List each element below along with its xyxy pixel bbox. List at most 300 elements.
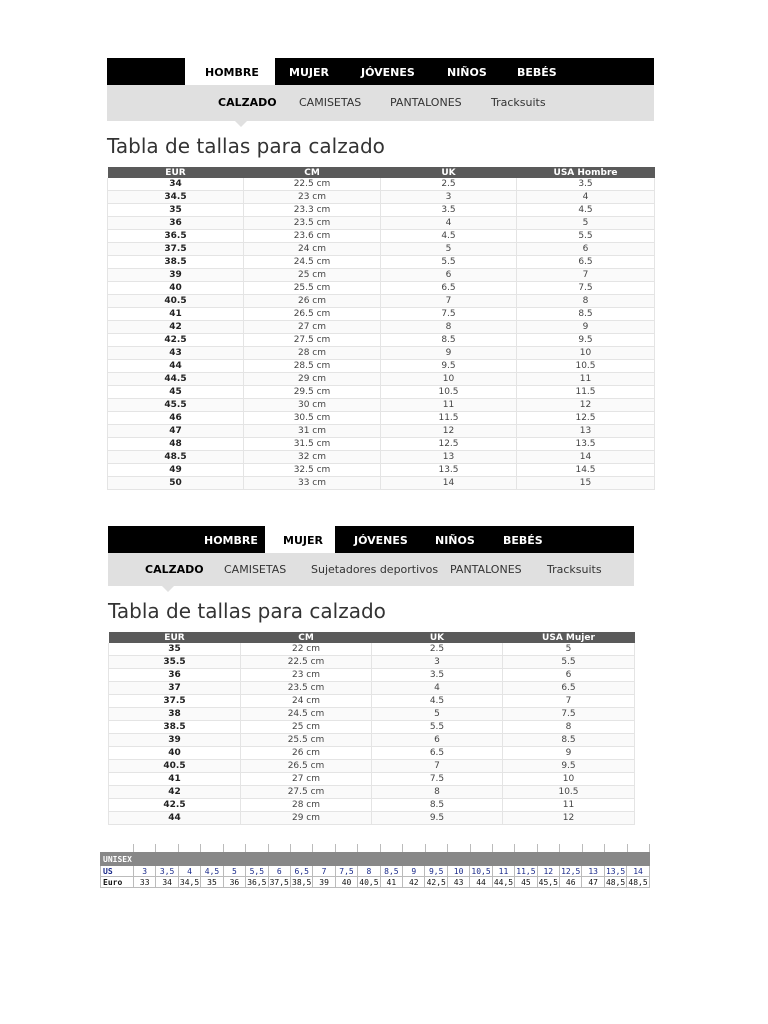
table-cell: 24.5 cm [241, 708, 372, 721]
table-cell: 8.5 [372, 799, 503, 812]
table-cell: 10.5 [381, 386, 517, 399]
table-cell: 5.5 [381, 256, 517, 269]
column-header: UK [381, 167, 517, 178]
tick-mark [470, 844, 471, 852]
subnav-pantalones[interactable]: PANTALONES [450, 563, 522, 576]
women-size-section [108, 526, 634, 825]
subnav-tracksuits[interactable]: Tracksuits [491, 96, 546, 109]
tick-mark [245, 844, 246, 852]
column-header: CM [241, 632, 372, 643]
table-cell: 6.5 [503, 682, 635, 695]
table-cell: 35 [108, 204, 244, 217]
table-cell: 40.5 [109, 760, 241, 773]
active-pointer [162, 586, 174, 592]
table-cell: 24 cm [244, 243, 381, 256]
table-row [108, 412, 655, 425]
table-cell: 5.5 [503, 656, 635, 669]
table-row [109, 695, 635, 708]
table-cell: 5 [381, 243, 517, 256]
table-cell: 46 [108, 412, 244, 425]
table-row [108, 373, 655, 386]
table-cell: 11 [503, 799, 635, 812]
table-cell: 40 [109, 747, 241, 760]
tab-ninos[interactable]: NIÑOS [435, 534, 475, 547]
column-header: CM [244, 167, 381, 178]
us-size-cell: 5,5 [246, 866, 268, 877]
table-cell: 44 [109, 812, 241, 825]
table-cell: 12 [503, 812, 635, 825]
table-cell: 12.5 [517, 412, 655, 425]
table-cell: 25 cm [241, 721, 372, 734]
table-row [108, 438, 655, 451]
table-cell: 44.5 [108, 373, 244, 386]
tab-hombre[interactable]: HOMBRE [185, 58, 275, 85]
table-cell: 27.5 cm [244, 334, 381, 347]
tab-ninos[interactable]: NIÑOS [447, 66, 487, 79]
table-cell: 26 cm [244, 295, 381, 308]
table-cell: 23.5 cm [244, 217, 381, 230]
euro-label: Euro [101, 877, 134, 888]
subnav-camisetas[interactable]: CAMISETAS [224, 563, 287, 576]
table-row [108, 347, 655, 360]
column-header: EUR [108, 167, 244, 178]
table-cell: 29 cm [244, 373, 381, 386]
table-cell: 7 [372, 760, 503, 773]
us-size-cell: 7 [313, 866, 335, 877]
us-size-cell: 11 [492, 866, 514, 877]
table-cell: 32 cm [244, 451, 381, 464]
table-cell: 2.5 [381, 178, 517, 191]
tick-mark [649, 844, 650, 852]
table-cell: 11.5 [381, 412, 517, 425]
table-cell: 23.6 cm [244, 230, 381, 243]
table-cell: 7 [381, 295, 517, 308]
table-cell: 8 [372, 786, 503, 799]
subnav-sujetadores[interactable]: Sujetadores deportivos [311, 563, 439, 576]
table-cell: 38.5 [109, 721, 241, 734]
table-cell: 13 [381, 451, 517, 464]
table-cell: 6.5 [517, 256, 655, 269]
table-cell: 30 cm [244, 399, 381, 412]
table-row [108, 256, 655, 269]
tick-mark [492, 844, 493, 852]
table-cell: 7 [517, 269, 655, 282]
table-row [108, 451, 655, 464]
table-cell: 36 [108, 217, 244, 230]
table-cell: 43 [108, 347, 244, 360]
table-cell: 36.5 [108, 230, 244, 243]
table-cell: 32.5 cm [244, 464, 381, 477]
table-cell: 45.5 [108, 399, 244, 412]
table-cell: 14 [381, 477, 517, 490]
tick-mark [380, 844, 381, 852]
us-size-cell: 7,5 [335, 866, 357, 877]
euro-size-cell: 35 [201, 877, 223, 888]
column-ticks [100, 844, 649, 852]
euro-size-cell: 46 [560, 877, 582, 888]
table-cell: 22.5 cm [241, 656, 372, 669]
table-row [108, 477, 655, 490]
table-cell: 8.5 [381, 334, 517, 347]
table-cell: 12 [381, 425, 517, 438]
table-cell: 24 cm [241, 695, 372, 708]
tab-mujer[interactable]: MUJER [289, 66, 329, 79]
us-size-cell: 13,5 [605, 866, 626, 876]
euro-size-cell: 45,5 [538, 877, 558, 887]
table-row [108, 191, 655, 204]
table-cell: 23 cm [244, 191, 381, 204]
table-row [108, 178, 655, 191]
table-row [108, 295, 655, 308]
table-cell: 40.5 [108, 295, 244, 308]
table-cell: 5 [517, 217, 655, 230]
table-cell: 6 [517, 243, 655, 256]
unisex-label: UNISEX [101, 853, 650, 866]
table-cell: 25 cm [244, 269, 381, 282]
euro-size-cell: 36 [223, 877, 245, 888]
men-top-nav [107, 58, 654, 85]
table-cell: 41 [108, 308, 244, 321]
table-cell: 12 [517, 399, 655, 412]
us-size-cell: 9,5 [425, 866, 447, 877]
us-size-cell: 14 [627, 866, 649, 877]
subnav-pantalones[interactable]: PANTALONES [390, 96, 462, 109]
tick-mark [582, 844, 583, 852]
table-cell: 10 [381, 373, 517, 386]
table-cell: 50 [108, 477, 244, 490]
table-cell: 22 cm [241, 643, 372, 656]
table-row [108, 217, 655, 230]
table-cell: 10.5 [517, 360, 655, 373]
table-cell: 6.5 [372, 747, 503, 760]
table-row [109, 760, 635, 773]
table-cell: 13.5 [381, 464, 517, 477]
tab-jovenes[interactable]: JÓVENES [354, 534, 408, 547]
us-size-cell: 6,5 [290, 866, 312, 877]
us-size-cell: 8,5 [380, 866, 402, 877]
table-row [109, 799, 635, 812]
subnav-tracksuits[interactable]: Tracksuits [547, 563, 602, 576]
tick-mark [223, 844, 224, 852]
table-cell: 9.5 [517, 334, 655, 347]
table-cell: 26.5 cm [241, 760, 372, 773]
table-row [108, 334, 655, 347]
table-row [109, 682, 635, 695]
table-cell: 8.5 [503, 734, 635, 747]
table-cell: 11 [381, 399, 517, 412]
us-label: US [101, 866, 134, 877]
euro-size-cell: 33 [134, 877, 156, 888]
euro-size-cell: 36,5 [247, 877, 267, 887]
table-cell: 12.5 [381, 438, 517, 451]
table-cell: 26 cm [241, 747, 372, 760]
euro-size-cell: 42,5 [426, 877, 446, 887]
table-cell: 6 [503, 669, 635, 682]
table-cell: 25.5 cm [244, 282, 381, 295]
tick-mark [312, 844, 313, 852]
table-cell: 7.5 [517, 282, 655, 295]
table-cell: 11.5 [517, 386, 655, 399]
table-row [108, 204, 655, 217]
table-cell: 41 [109, 773, 241, 786]
table-row [108, 425, 655, 438]
tick-mark [357, 844, 358, 852]
table-cell: 7.5 [372, 773, 503, 786]
tick-mark [178, 844, 179, 852]
table-cell: 38 [109, 708, 241, 721]
table-cell: 36 [109, 669, 241, 682]
men-size-section [107, 58, 654, 490]
table-cell: 4.5 [372, 695, 503, 708]
table-cell: 29 cm [241, 812, 372, 825]
table-cell: 38.5 [108, 256, 244, 269]
table-row [108, 282, 655, 295]
table-cell: 9.5 [381, 360, 517, 373]
table-row [109, 708, 635, 721]
euro-size-cell: 40,5 [359, 877, 379, 887]
tick-mark [268, 844, 269, 852]
table-row [108, 243, 655, 256]
table-cell: 10.5 [503, 786, 635, 799]
table-cell: 9.5 [372, 812, 503, 825]
tick-mark [425, 844, 426, 852]
tab-jovenes[interactable]: JÓVENES [361, 66, 415, 79]
euro-size-cell: 34 [156, 877, 178, 888]
table-cell: 30.5 cm [244, 412, 381, 425]
table-cell: 9.5 [503, 760, 635, 773]
table-cell: 47 [108, 425, 244, 438]
table-row [109, 721, 635, 734]
euro-size-cell: 40 [335, 877, 357, 888]
unisex-size-table [100, 852, 650, 888]
tab-mujer[interactable]: MUJER [265, 526, 335, 553]
table-cell: 23.5 cm [241, 682, 372, 695]
us-size-cell: 3 [134, 866, 156, 877]
men-size-table [107, 167, 655, 490]
table-row [109, 773, 635, 786]
table-cell: 39 [108, 269, 244, 282]
table-cell: 7.5 [381, 308, 517, 321]
table-cell: 42 [109, 786, 241, 799]
euro-size-cell: 48,5 [605, 877, 626, 887]
table-cell: 2.5 [372, 643, 503, 656]
us-size-cell: 12,5 [561, 866, 581, 876]
table-cell: 6.5 [381, 282, 517, 295]
table-cell: 7.5 [503, 708, 635, 721]
table-cell: 23 cm [241, 669, 372, 682]
table-cell: 34.5 [108, 191, 244, 204]
table-cell: 23.3 cm [244, 204, 381, 217]
us-size-cell: 6 [268, 866, 290, 877]
table-cell: 48.5 [108, 451, 244, 464]
page-title: Tabla de tallas para calzado [108, 599, 386, 623]
table-cell: 8 [381, 321, 517, 334]
euro-size-cell: 42 [403, 877, 425, 888]
euro-size-cell: 45 [515, 877, 537, 888]
table-cell: 14 [517, 451, 655, 464]
table-cell: 44 [108, 360, 244, 373]
table-cell: 15 [517, 477, 655, 490]
table-cell: 10 [503, 773, 635, 786]
euro-size-cell: 44,5 [493, 877, 514, 887]
table-cell: 9 [381, 347, 517, 360]
table-cell: 27 cm [244, 321, 381, 334]
table-cell: 42.5 [108, 334, 244, 347]
table-row [109, 734, 635, 747]
table-cell: 28 cm [241, 799, 372, 812]
tick-mark [133, 844, 134, 852]
table-cell: 37.5 [108, 243, 244, 256]
table-cell: 25.5 cm [241, 734, 372, 747]
us-size-cell: 3,5 [156, 866, 178, 877]
tab-bebes[interactable]: BEBÉS [503, 534, 543, 547]
subnav-camisetas[interactable]: CAMISETAS [299, 96, 362, 109]
tick-mark [447, 844, 448, 852]
table-row [109, 643, 635, 656]
table-cell: 6 [372, 734, 503, 747]
table-row [108, 464, 655, 477]
table-cell: 5.5 [372, 721, 503, 734]
euro-size-cell: 38,5 [292, 877, 312, 887]
euro-size-cell: 34,5 [179, 877, 200, 887]
table-cell: 31.5 cm [244, 438, 381, 451]
euro-size-cell: 48,5 [628, 877, 648, 887]
table-cell: 4 [372, 682, 503, 695]
euro-size-cell: 41 [380, 877, 402, 888]
table-cell: 6 [381, 269, 517, 282]
table-cell: 37 [109, 682, 241, 695]
euro-size-cell: 37,5 [269, 877, 289, 887]
table-row [109, 669, 635, 682]
table-cell: 26.5 cm [244, 308, 381, 321]
table-cell: 3.5 [372, 669, 503, 682]
table-row [108, 399, 655, 412]
active-pointer [235, 121, 247, 127]
euro-size-cell: 39 [313, 877, 335, 888]
table-cell: 4 [517, 191, 655, 204]
tick-mark [537, 844, 538, 852]
table-cell: 8.5 [517, 308, 655, 321]
tick-mark [290, 844, 291, 852]
euro-size-cell: 47 [582, 877, 604, 888]
men-sub-nav [107, 85, 654, 121]
euro-size-cell: 43 [447, 877, 469, 888]
table-cell: 13.5 [517, 438, 655, 451]
women-top-nav [108, 526, 634, 553]
table-cell: 27 cm [241, 773, 372, 786]
table-cell: 4.5 [517, 204, 655, 217]
table-cell: 33 cm [244, 477, 381, 490]
tab-hombre[interactable]: HOMBRE [204, 534, 258, 547]
column-header: USA Mujer [503, 632, 635, 643]
subnav-calzado[interactable]: CALZADO [218, 96, 277, 109]
table-cell: 14.5 [517, 464, 655, 477]
tick-mark [200, 844, 201, 852]
table-cell: 29.5 cm [244, 386, 381, 399]
table-cell: 35 [109, 643, 241, 656]
table-cell: 40 [108, 282, 244, 295]
us-size-cell: 10 [447, 866, 469, 877]
us-size-cell: 8 [358, 866, 380, 877]
table-cell: 8 [517, 295, 655, 308]
table-row [109, 747, 635, 760]
us-size-cell: 9 [403, 866, 425, 877]
table-cell: 5 [503, 643, 635, 656]
table-cell: 9 [517, 321, 655, 334]
table-cell: 4.5 [381, 230, 517, 243]
us-size-cell: 13 [582, 866, 604, 877]
table-cell: 3.5 [381, 204, 517, 217]
table-cell: 28 cm [244, 347, 381, 360]
table-row [109, 656, 635, 669]
table-cell: 42 [108, 321, 244, 334]
unisex-size-section [100, 844, 649, 888]
table-cell: 11 [517, 373, 655, 386]
tick-mark [627, 844, 628, 852]
us-size-cell: 10,5 [471, 866, 491, 876]
women-size-table [108, 632, 635, 825]
table-row [108, 230, 655, 243]
table-cell: 22.5 cm [244, 178, 381, 191]
us-size-cell: 11,5 [516, 866, 536, 876]
us-size-cell: 12 [537, 866, 559, 877]
table-cell: 42.5 [109, 799, 241, 812]
tick-mark [335, 844, 336, 852]
table-cell: 27.5 cm [241, 786, 372, 799]
table-cell: 31 cm [244, 425, 381, 438]
table-cell: 39 [109, 734, 241, 747]
table-cell: 45 [108, 386, 244, 399]
table-row [109, 786, 635, 799]
table-cell: 13 [517, 425, 655, 438]
table-row [108, 308, 655, 321]
euro-size-cell: 44 [470, 877, 492, 888]
tick-mark [514, 844, 515, 852]
table-cell: 34 [108, 178, 244, 191]
table-cell: 10 [517, 347, 655, 360]
tab-bebes[interactable]: BEBÉS [517, 66, 557, 79]
table-row [108, 321, 655, 334]
column-header: USA Hombre [517, 167, 655, 178]
table-cell: 9 [503, 747, 635, 760]
table-cell: 24.5 cm [244, 256, 381, 269]
table-row [109, 812, 635, 825]
women-sub-nav [108, 553, 634, 586]
table-cell: 35.5 [109, 656, 241, 669]
column-header: UK [372, 632, 503, 643]
table-cell: 49 [108, 464, 244, 477]
table-cell: 28.5 cm [244, 360, 381, 373]
tick-mark [559, 844, 560, 852]
table-row [108, 269, 655, 282]
table-cell: 5 [372, 708, 503, 721]
table-cell: 8 [503, 721, 635, 734]
table-cell: 5.5 [517, 230, 655, 243]
table-cell: 3.5 [517, 178, 655, 191]
us-size-cell: 4 [178, 866, 200, 877]
tick-mark [155, 844, 156, 852]
subnav-calzado[interactable]: CALZADO [145, 553, 204, 586]
tick-mark [604, 844, 605, 852]
table-cell: 3 [381, 191, 517, 204]
us-size-cell: 5 [223, 866, 245, 877]
table-cell: 48 [108, 438, 244, 451]
tick-mark [402, 844, 403, 852]
us-size-cell: 4,5 [201, 866, 223, 877]
table-row [108, 386, 655, 399]
table-cell: 7 [503, 695, 635, 708]
table-cell: 3 [372, 656, 503, 669]
